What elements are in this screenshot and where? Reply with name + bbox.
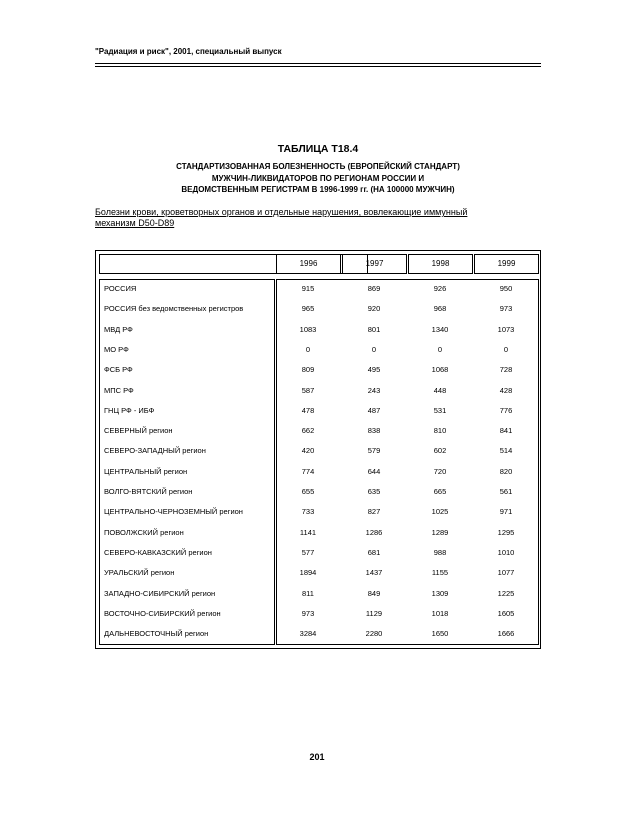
cell-1999: 428 xyxy=(499,385,513,395)
row-label: МО РФ xyxy=(104,344,129,354)
cell-1997: 838 xyxy=(367,426,381,436)
cell-1997: 920 xyxy=(367,304,381,314)
cell-1998: 968 xyxy=(433,304,447,314)
row-label: ФСБ РФ xyxy=(104,365,133,375)
cell-1996: 1141 xyxy=(299,527,317,537)
cell-1998: 720 xyxy=(433,466,447,476)
cell-1997: 2280 xyxy=(365,629,383,639)
cell-1999: 1295 xyxy=(497,527,515,537)
cell-1997: 681 xyxy=(367,547,381,557)
table-caption xyxy=(95,207,515,229)
header-rule-thin xyxy=(95,66,541,67)
cell-1999: 728 xyxy=(499,365,513,375)
header-rule xyxy=(95,63,541,64)
subtitle-line: ВЕДОМСТВЕННЫМ РЕГИСТРАМ В 1996-1999 гг. (НА 100000 МУЖЧИН) xyxy=(181,185,455,194)
cell-1999: 971 xyxy=(499,507,513,517)
cell-1999: 1605 xyxy=(497,608,515,618)
cell-1996: 577 xyxy=(301,547,315,557)
table-subtitle xyxy=(95,161,541,196)
year-header-1999: 1999 xyxy=(474,254,539,274)
cell-1997: 1286 xyxy=(365,527,383,537)
cell-1998: 0 xyxy=(437,344,443,354)
row-label: ВОСТОЧНО-СИБИРСКИЙ регион xyxy=(104,608,221,618)
cell-1999: 514 xyxy=(499,446,513,456)
cell-1997: 579 xyxy=(367,446,381,456)
cell-1999: 561 xyxy=(499,487,513,496)
table-row xyxy=(96,381,542,401)
cell-1997: 1129 xyxy=(365,608,383,618)
cell-1998: 1309 xyxy=(431,588,449,598)
cell-1998: 926 xyxy=(433,284,447,293)
cell-1996: 478 xyxy=(301,405,315,415)
cell-1996: 965 xyxy=(301,304,315,314)
cell-1997: 0 xyxy=(371,344,377,354)
table-row xyxy=(96,523,542,543)
table-row xyxy=(96,543,542,563)
table-row xyxy=(96,604,542,624)
cell-1996: 587 xyxy=(301,385,315,395)
cell-1998: 988 xyxy=(433,547,447,557)
cell-1999: 1225 xyxy=(497,588,515,598)
cell-1998: 448 xyxy=(433,385,447,395)
cell-1996: 420 xyxy=(301,446,315,456)
row-label: ГНЦ РФ - ИБФ xyxy=(104,405,155,415)
page-number: 201 xyxy=(309,752,325,762)
cell-1997: 1437 xyxy=(365,568,383,578)
year-header-1997: 1997 xyxy=(342,254,407,274)
year-header-1996: 1996 xyxy=(276,254,341,274)
table-row xyxy=(96,279,542,299)
cell-1996: 915 xyxy=(301,284,315,293)
table-row xyxy=(96,462,542,482)
cell-1996: 1083 xyxy=(299,324,317,334)
cell-1998: 810 xyxy=(433,426,447,436)
row-label: ЦЕНТРАЛЬНО-ЧЕРНОЗЕМНЫЙ регион xyxy=(104,507,243,517)
table-row xyxy=(96,299,542,319)
row-label: МПС РФ xyxy=(104,385,134,395)
cell-1996: 0 xyxy=(305,344,311,354)
table-title: ТАБЛИЦА Т18.4 xyxy=(277,143,359,155)
table-row xyxy=(96,421,542,441)
cell-1999: 776 xyxy=(499,405,513,415)
row-label: РОССИЯ xyxy=(104,284,137,293)
table-row xyxy=(96,320,542,340)
cell-1996: 3284 xyxy=(299,629,317,639)
cell-1999: 1073 xyxy=(497,324,515,334)
cell-1997: 849 xyxy=(367,588,381,598)
row-label: ПОВОЛЖСКИЙ регион xyxy=(104,527,184,537)
cell-1999: 0 xyxy=(503,344,509,354)
year-header-1998: 1998 xyxy=(408,254,473,274)
cell-1998: 1018 xyxy=(431,608,449,618)
row-label: ЗАПАДНО-СИБИРСКИЙ регион xyxy=(104,588,216,598)
cell-1999: 1666 xyxy=(497,629,515,639)
table-row xyxy=(96,584,542,604)
cell-1999: 973 xyxy=(499,304,513,314)
cell-1999: 820 xyxy=(499,466,513,476)
table-row xyxy=(96,441,542,461)
cell-1996: 809 xyxy=(301,365,315,375)
cell-1997: 487 xyxy=(367,405,381,415)
cell-1997: 869 xyxy=(367,284,381,293)
cell-1998: 531 xyxy=(433,405,447,415)
cell-1996: 662 xyxy=(301,426,315,436)
cell-1997: 801 xyxy=(367,324,381,334)
table-row xyxy=(96,624,542,644)
cell-1997: 243 xyxy=(367,385,381,395)
cell-1997: 827 xyxy=(367,507,381,517)
cell-1999: 1077 xyxy=(497,568,515,578)
caption-line: механизм D50-D89 xyxy=(95,218,175,228)
row-label: ЦЕНТРАЛЬНЫЙ регион xyxy=(104,466,188,476)
data-table xyxy=(95,250,541,649)
cell-1997: 644 xyxy=(367,466,381,476)
cell-1996: 973 xyxy=(301,608,315,618)
cell-1998: 602 xyxy=(433,446,447,456)
cell-1997: 495 xyxy=(367,365,381,375)
cell-1999: 1010 xyxy=(497,547,515,557)
cell-1998: 1068 xyxy=(431,365,449,375)
cell-1996: 774 xyxy=(301,466,315,476)
table-row xyxy=(96,401,542,421)
table-row xyxy=(96,360,542,380)
cell-1998: 1025 xyxy=(431,507,449,517)
cell-1996: 655 xyxy=(301,487,315,496)
table-row xyxy=(96,340,542,360)
caption-line: Болезни крови, кроветворных органов и отдельные нарушения, вовлекающие иммунный xyxy=(95,207,468,217)
subtitle-line: СТАНДАРТИЗОВАННАЯ БОЛЕЗНЕННОСТЬ (ЕВРОПЕЙСКИЙ СТАНДАРТ) xyxy=(176,162,460,171)
row-label: УРАЛЬСКИЙ регион xyxy=(104,568,175,578)
row-label: СЕВЕРО-ЗАПАДНЫЙ регион xyxy=(104,446,206,456)
table-row xyxy=(96,482,542,502)
row-label: ВОЛГО-ВЯТСКИЙ регион xyxy=(104,487,193,496)
table-row xyxy=(96,502,542,522)
row-label: СЕВЕРНЫЙ регион xyxy=(104,426,173,436)
cell-1998: 1340 xyxy=(431,324,449,334)
cell-1998: 1155 xyxy=(431,568,449,578)
row-label: МВД РФ xyxy=(104,324,133,334)
cell-1999: 841 xyxy=(499,426,513,436)
running-head: "Радиация и риск", 2001, специальный выпуск xyxy=(95,47,282,56)
cell-1996: 1894 xyxy=(299,568,317,578)
subtitle-line: МУЖЧИН-ЛИКВИДАТОРОВ ПО РЕГИОНАМ РОССИИ И xyxy=(211,173,425,183)
cell-1998: 1650 xyxy=(431,629,449,639)
row-label: ДАЛЬНЕВОСТОЧНЫЙ регион xyxy=(104,629,209,639)
row-label: СЕВЕРО-КАВКАЗСКИЙ регион xyxy=(104,547,212,557)
cell-1996: 811 xyxy=(302,588,314,598)
cell-1998: 665 xyxy=(433,487,447,496)
cell-1996: 733 xyxy=(301,507,315,517)
row-label: РОССИЯ без ведомственных регистров xyxy=(104,304,244,314)
cell-1997: 635 xyxy=(367,487,381,496)
cell-1999: 950 xyxy=(499,284,513,293)
table-row xyxy=(96,563,542,583)
cell-1998: 1289 xyxy=(431,527,449,537)
